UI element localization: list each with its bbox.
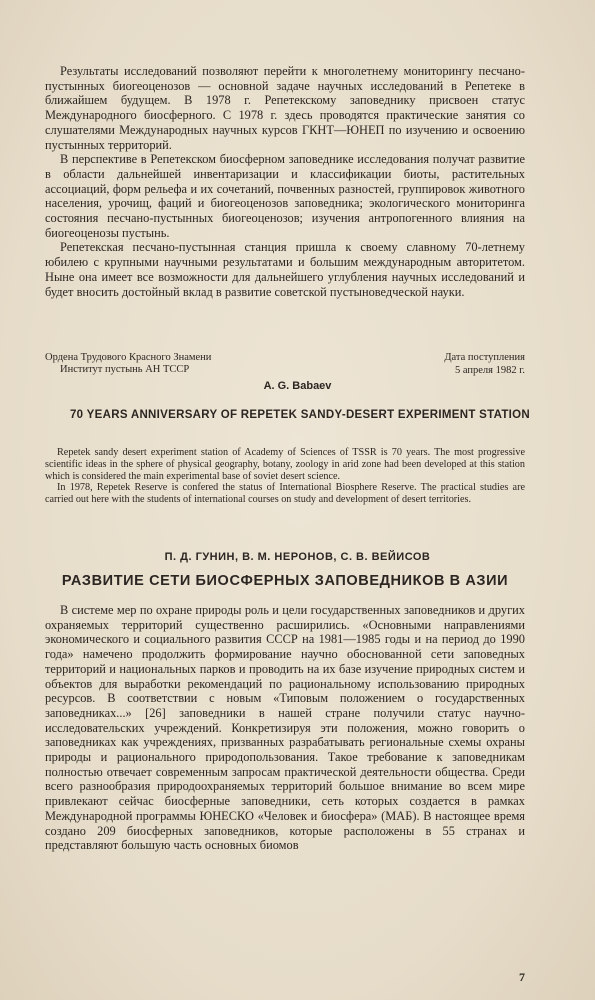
institution-line1: Ордена Трудового Красного Знамени — [45, 352, 212, 363]
paragraph-anniversary: Репетекская песчано-пустынная станция пришла к своему славному 70-летнему юбилею с крупными научными результатами и большим международным авторитетом. Ныне она имеет все возможности для дальнейшего углубления научных исследований и будет вносить достойный вклад в развитие советской пустыноведческой науки. — [45, 240, 525, 299]
article-authors: П. Д. ГУНИН, В. М. НЕРОНОВ, С. В. ВЕЙИСОВ — [164, 551, 431, 563]
abstract-paragraph: In 1978, Repetek Reserve is confered the status of International Biosphere Reserve. The practical studies are carried out here with the students of international courses on study and development of desert territories. — [45, 482, 525, 506]
top-section — [45, 64, 525, 299]
abstract-paragraph: Repetek sandy desert experiment station of Academy of Sciences of TSSR is 70 years. The most progressive scientific ideas in the sphere of physical geography, botany, zoology in arid zone had been developed at this station which is considered the main experimental base of soviet desert science. — [45, 447, 525, 482]
article-paragraph: В системе мер по охране природы роль и цели государственных заповедников и других охраняемых территорий существенно расширились. «Основными направлениями экономического и социального развития СССР на 1981—1985 годы и на период до 1990 года» намечено продолжить формирование научно обоснованной сети заповедных территорий и национальных парков и проводить на их базе изучение природных систем и объектов для выработки рекомендаций по рациональному использованию природных ресурсов. В соответствии с новым «Типовым положением о государственных заповедниках...» [26] заповедники в нашей стране получили статус научно-исследовательских учреждений. Конкретизируя эти положения, можно говорить о заповедниках как учреждениях, призванных разрабатывать региональные схемы охраны природы и рационального природопользования. Такое требование к заповедникам полностью отвечает современным запросам практической деятельности общества. Среди всего разнообразия природоохраняемых территорий большое внимание во всем мире привлекают сейчас биосферные заповедники, сеть которых создается в рамках Международной программы ЮНЕСКО «Человек и биосфера» (МАБ). В настоящее время создано 209 биосферных заповедников, которые расположены в 55 странах и представляют большую часть основных биомов — [45, 603, 525, 853]
page-number: 7 — [519, 970, 525, 984]
english-abstract — [45, 447, 525, 506]
received-label: Дата поступления — [444, 352, 525, 363]
paragraph-results: Результаты исследований позволяют перейти к многолетнему мониторингу песчано-пустынных биогеоценозов — основной задаче научных исследований в Репетеке в ближайшем будущем. В 1978 г. Репетекскому заповеднику присвоен статус Международного биосферного. С 1978 г. здесь проводятся практические занятия со слушателями Международных научных курсов ГКНТ—ЮНЕП по изучению и освоению пустынных территорий. — [45, 64, 525, 152]
institution-line2: Институт пустынь АН ТССР — [60, 364, 190, 375]
received-date-block — [444, 352, 525, 377]
english-title: 70 YEARS ANNIVERSARY OF REPETEK SANDY-DESERT EXPERIMENT STATION — [69, 409, 531, 421]
article-body — [45, 603, 525, 853]
english-author: A. G. Babaev — [263, 380, 332, 392]
article-title: РАЗВИТИЕ СЕТИ БИОСФЕРНЫХ ЗАПОВЕДНИКОВ В АЗИИ — [61, 573, 509, 589]
received-date: 5 апреля 1982 г. — [455, 364, 525, 376]
paragraph-perspective: В перспективе в Репетекском биосферном заповеднике исследования получат развитие в области дальнейшей инвентаризации и классификации биоты, растительных ассоциаций, форм рельефа и их сочетаний, почвенных разностей, группировок животного населения, урочищ, фаций и биогеоценозов заповедника; экологического мониторинга состояния песчано-пустынных биогеоценозов; изучения антропогенного влияния на биогеоценозы пустынь. — [45, 152, 525, 240]
